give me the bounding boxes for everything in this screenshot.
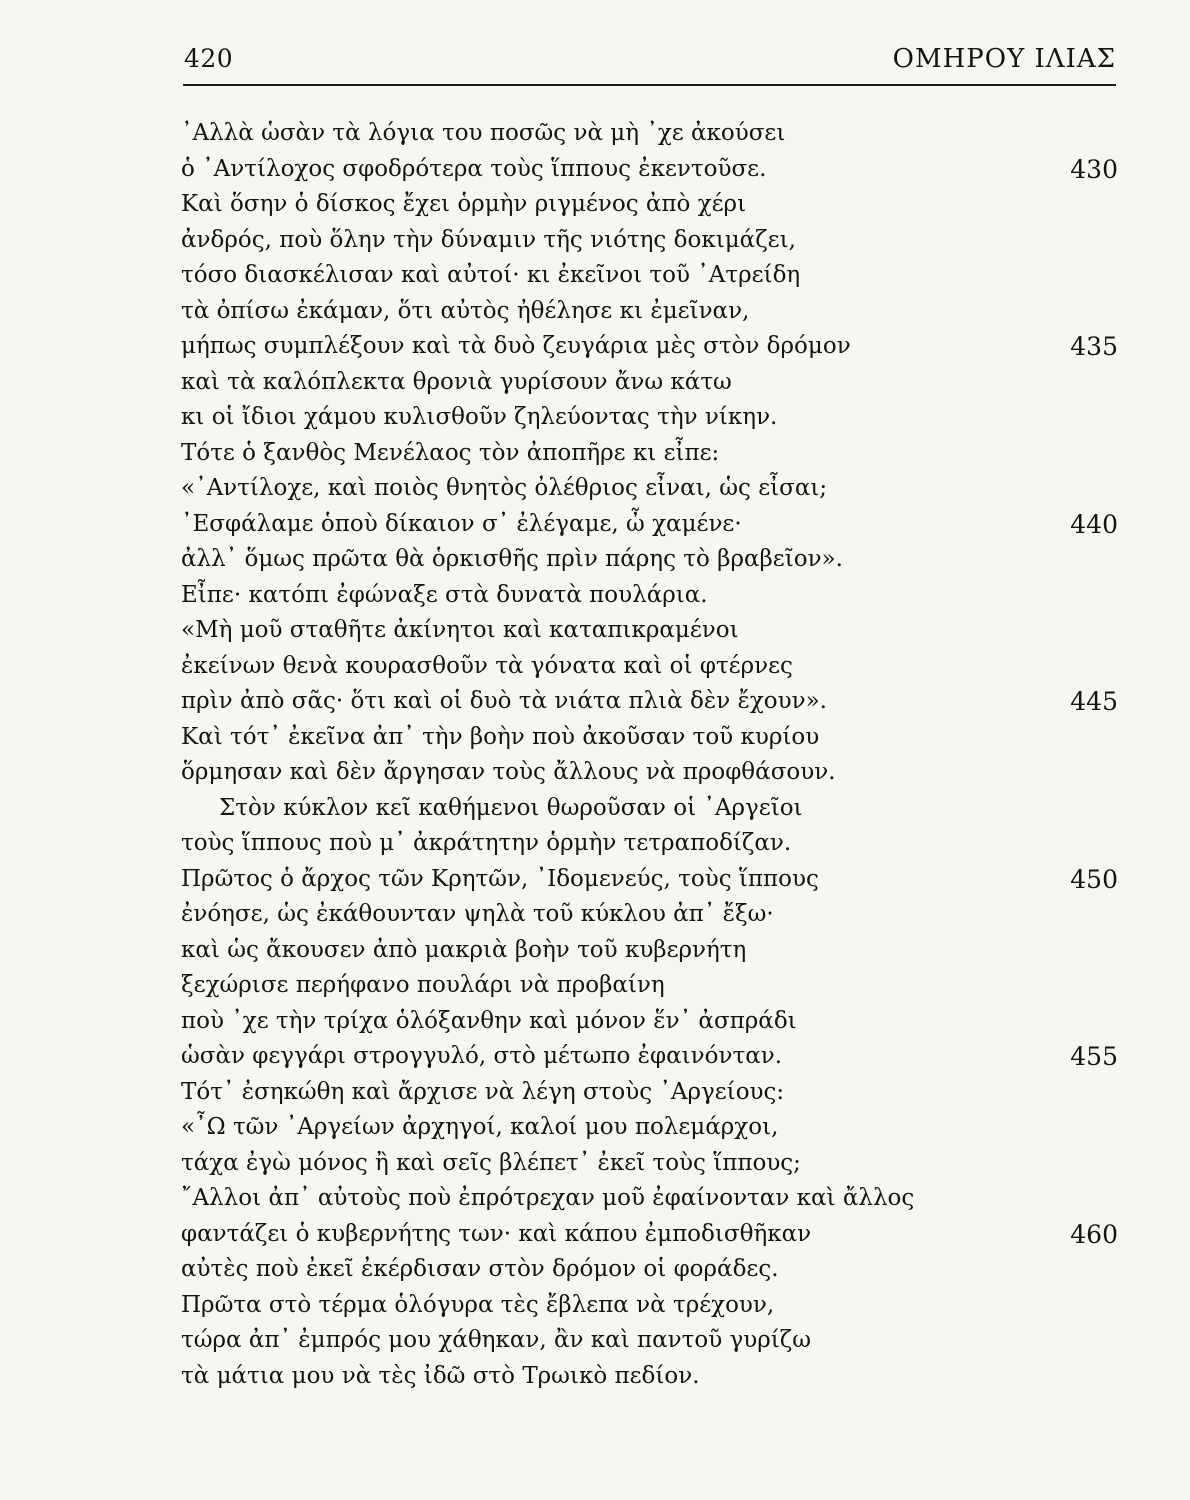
verse-text: Στὸν κύκλον κεῖ καθήμενοι θωροῦσαν οἱ ᾿Αργεῖοι <box>219 794 803 821</box>
verse-line <box>181 329 1118 365</box>
verse-text: «῏Ω τῶν ᾿Αργείων ἀρχηγοί, καλοί μου πολεμάρχοι, <box>181 1114 779 1140</box>
verse-text: ἀνδρός, ποὺ ὅλην τὴν δύναμιν τῆς νιότης δοκιμάζει, <box>181 226 796 253</box>
verse-line <box>181 1252 1118 1288</box>
verse-text: Εἶπε· κατόπι ἐφώναξε στὰ δυνατὰ πουλάρια. <box>181 581 708 608</box>
verse-line <box>181 1217 1118 1253</box>
verse-text: ξεχώρισε περήφανο πουλάρι νὰ προβαίνη <box>181 972 665 998</box>
verse-text: «Μὴ μοῦ σταθῆτε ἀκίνητοι καὶ καταπικραμένοι <box>181 617 739 643</box>
verse-line <box>181 507 1118 543</box>
verse-line <box>181 1039 1118 1075</box>
verse-text: Τότε ὁ ξανθὸς Μενέλαος τὸν ἀποπῆρε κι εἶπε: <box>181 439 720 466</box>
line-number: 430 <box>1070 154 1118 184</box>
verse-text: ἐνόησε, ὡς ἐκάθουνταν ψηλὰ τοῦ κύκλου ἀπ᾿ ἔξω· <box>181 901 774 927</box>
verse-text: ᾿Αλλὰ ὡσὰν τὰ λόγια του ποσῶς νὰ μὴ ᾿χε ἀκούσει <box>181 120 786 146</box>
header-rule <box>183 84 1116 86</box>
verse-line <box>181 1359 1118 1395</box>
line-number: 455 <box>1070 1042 1118 1071</box>
line-number: 450 <box>1070 864 1118 894</box>
verse-text: ῎Αλλοι ἀπ᾿ αὐτοὺς ποὺ ἐπρότρεχαν μοῦ ἐφαίνονταν καὶ ἄλλος <box>181 1185 915 1211</box>
verse-line <box>181 613 1118 649</box>
verse-text: καὶ ὡς ἄκουσεν ἀπὸ μακριὰ βοὴν τοῦ κυβερνήτη <box>181 936 747 963</box>
verse-text: τὰ μάτια μου νὰ τὲς ἰδῶ στὸ Τρωικὸ πεδίον. <box>181 1362 700 1389</box>
verse-text: ὁ ᾿Αντίλοχος σφοδρότερα τοὺς ἵππους ἐκεντοῦσε. <box>181 155 767 182</box>
verse-text: φαντάζει ὁ κυβερνήτης των· καὶ κάπου ἐμποδισθῆκαν <box>181 1220 812 1247</box>
verse-line <box>181 862 1118 898</box>
verse-line <box>181 1146 1118 1182</box>
verse-block <box>181 116 1118 1394</box>
verse-text: ἐκείνων θενὰ κουρασθοῦν τὰ γόνατα καὶ οἱ φτέρνες <box>181 652 793 679</box>
verse-text: ὡσὰν φεγγάρι στρογγυλό, στὸ μέτωπο ἐφαινόνταν. <box>181 1043 783 1069</box>
verse-text: ᾿Εσφάλαμε ὁποὺ δίκαιον σ᾿ ἐλέγαμε, ὦ χαμένε· <box>181 510 742 537</box>
line-number: 440 <box>1070 509 1118 539</box>
verse-line <box>181 649 1118 685</box>
verse-text: Πρῶτος ὁ ἄρχος τῶν Κρητῶν, ᾿Ιδομενεύς, τοὺς ἵππους <box>181 865 819 892</box>
line-number: 460 <box>1070 1219 1118 1249</box>
verse-line <box>181 933 1118 969</box>
verse-text: αὐτὲς ποὺ ἐκεῖ ἐκέρδισαν στὸν δρόμον οἱ φοράδες. <box>181 1256 779 1282</box>
verse-text: καὶ τὰ καλόπλεκτα θρονιὰ γυρίσουν ἄνω κάτω <box>181 368 732 395</box>
verse-line <box>181 1110 1118 1146</box>
line-number: 435 <box>1070 332 1118 361</box>
verse-text: μήπως συμπλέξουν καὶ τὰ δυὸ ζευγάρια μὲς στὸν δρόμον <box>181 333 851 359</box>
verse-line <box>181 294 1118 330</box>
verse-text: τάχα ἐγὼ μόνος ἢ καὶ σεῖς βλέπετ᾿ ἐκεῖ τοὺς ἵππους; <box>181 1149 801 1176</box>
verse-text: τώρα ἀπ᾿ ἐμπρός μου χάθηκαν, ἂν καὶ παντοῦ γυρίζω <box>181 1327 812 1353</box>
verse-line <box>181 755 1118 791</box>
verse-line <box>181 471 1118 507</box>
verse-text: τόσο διασκέλισαν καὶ αὐτοί· κι ἐκεῖνοι τοῦ ᾿Ατρείδη <box>181 262 801 288</box>
verse-line <box>181 1181 1118 1217</box>
verse-text: Καὶ ὅσην ὁ δίσκος ἔχει ὁρμὴν ριγμένος ἀπὸ χέρι <box>181 191 747 217</box>
verse-text: Τότ᾿ ἐσηκώθη καὶ ἄρχισε νὰ λέγη στοὺς ᾿Αργείους: <box>181 1078 785 1105</box>
verse-line <box>181 1323 1118 1359</box>
verse-line <box>181 365 1118 401</box>
verse-line <box>181 116 1118 152</box>
verse-line <box>181 152 1118 188</box>
verse-line <box>181 1075 1118 1111</box>
verse-text: τὰ ὀπίσω ἐκάμαν, ὅτι αὐτὸς ἠθέλησε κι ἐμεῖναν, <box>181 297 750 324</box>
verse-text: ὅρμησαν καὶ δὲν ἄργησαν τοὺς ἄλλους νὰ προφθάσουν. <box>181 759 836 785</box>
verse-text: «᾿Αντίλοχε, καὶ ποιὸς θνητὸς ὀλέθριος εἶναι, ὡς εἶσαι; <box>181 475 828 501</box>
verse-text: Καὶ τότ᾿ ἐκεῖνα ἀπ᾿ τὴν βοὴν ποὺ ἀκοῦσαν τοῦ κυρίου <box>181 723 820 750</box>
verse-text: ἀλλ᾿ ὅμως πρῶτα θὰ ὁρκισθῆς πρὶν πάρης τὸ βραβεῖον». <box>181 546 843 572</box>
line-number: 445 <box>1070 687 1118 716</box>
verse-text: πρὶν ἀπὸ σᾶς· ὅτι καὶ οἱ δυὸ τὰ νιάτα πλιὰ δὲν ἔχουν». <box>181 688 827 714</box>
verse-line <box>181 897 1118 933</box>
verse-line <box>181 400 1118 436</box>
verse-line <box>181 1288 1118 1324</box>
verse-line <box>181 968 1118 1004</box>
verse-text: Πρῶτα στὸ τέρμα ὁλόγυρα τὲς ἔβλεπα νὰ τρέχουν, <box>181 1291 775 1318</box>
running-head: ΟΜΗΡΟΥ ΙΛΙΑΣ <box>892 44 1116 74</box>
verse-line <box>181 436 1118 472</box>
verse-line <box>181 684 1118 720</box>
verse-line <box>181 1004 1118 1040</box>
verse-line <box>181 187 1118 223</box>
page-number: 420 <box>184 44 234 73</box>
verse-line <box>181 578 1118 614</box>
verse-line <box>181 258 1118 294</box>
verse-text: κι οἱ ἴδιοι χάμου κυλισθοῦν ζηλεύοντας τὴν νίκην. <box>181 404 778 430</box>
verse-text: τοὺς ἵππους ποὺ μ᾿ ἀκράτητην ὁρμὴν τετραποδίζαν. <box>181 830 792 856</box>
verse-line <box>181 720 1118 756</box>
verse-line <box>181 791 1118 827</box>
verse-line <box>181 826 1118 862</box>
verse-text: ποὺ ᾿χε τὴν τρίχα ὁλόξανθην καὶ μόνον ἕν᾿ ἀσπράδι <box>181 1007 797 1034</box>
verse-line <box>181 542 1118 578</box>
verse-line <box>181 223 1118 259</box>
